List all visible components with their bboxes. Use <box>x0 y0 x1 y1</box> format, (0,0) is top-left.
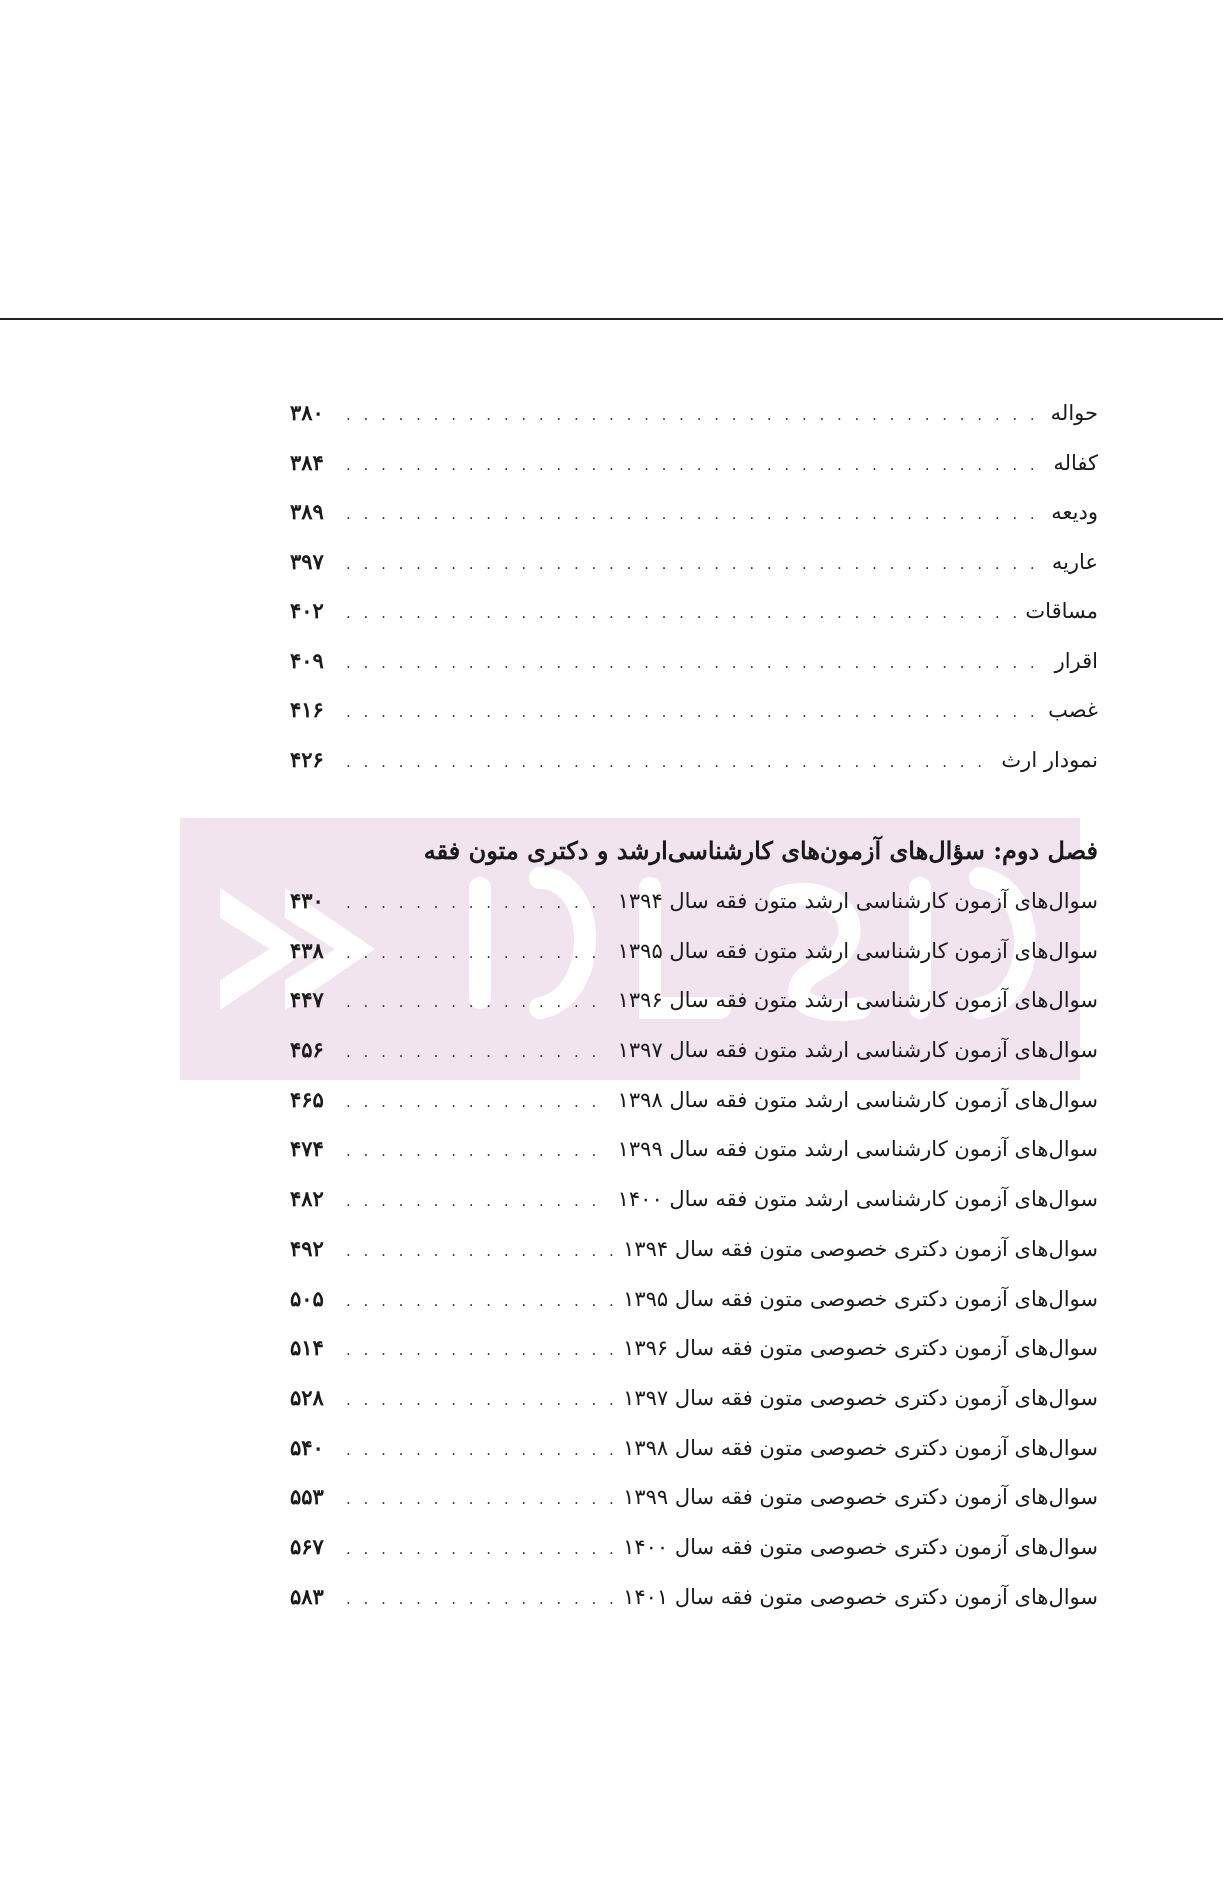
toc-entry-page: ۵۵۳ <box>290 1484 324 1510</box>
toc-entry-page: ۴۱۶ <box>290 697 324 722</box>
dot-leader <box>346 555 1044 573</box>
toc-entry[interactable] <box>290 1335 1098 1385</box>
toc-entry-title: سوال‌های آزمون دکتری خصوصی متون فقه سال ۱۳۹۹ <box>623 1485 1098 1510</box>
header-rule <box>0 318 1223 320</box>
toc-entry-title: اقرار <box>1054 648 1098 673</box>
toc-chapter2-list <box>290 888 1098 1633</box>
toc-entry-page: ۳۸۹ <box>290 499 324 524</box>
toc-entry[interactable] <box>290 648 1098 698</box>
dot-leader <box>346 406 1043 424</box>
dot-leader <box>346 894 610 912</box>
toc-entry-page: ۵۴۰ <box>290 1434 324 1460</box>
dot-leader <box>346 654 1047 672</box>
dot-leader <box>346 1043 610 1061</box>
toc-entry[interactable] <box>290 499 1098 549</box>
toc-entry[interactable] <box>290 1435 1098 1485</box>
toc-entry-page: ۵۲۸ <box>290 1384 324 1410</box>
toc-entry-title: حواله <box>1050 401 1098 425</box>
toc-entry[interactable] <box>290 987 1098 1037</box>
toc-entry-title: سوال‌های آزمون دکتری خصوصی متون فقه سال ۱۳۹۴ <box>623 1236 1098 1261</box>
toc-entry-title: سوال‌های آزمون کارشناسی ارشد متون فقه سال ۱۴۰۰ <box>617 1187 1098 1212</box>
toc-entry-page: ۴۳۰ <box>290 888 324 913</box>
toc-entry-title: سوال‌های آزمون دکتری خصوصی متون فقه سال ۱۴۰۱ <box>623 1584 1098 1609</box>
toc-entry-title: سوال‌های آزمون دکتری خصوصی متون فقه سال ۱۳۹۸ <box>623 1435 1098 1460</box>
toc-part1-list <box>290 400 1098 796</box>
toc-entry[interactable] <box>290 1484 1098 1534</box>
toc-entry-title: سوال‌های آزمون کارشناسی ارشد متون فقه سال ۱۳۹۶ <box>617 988 1098 1013</box>
dot-leader <box>346 753 993 771</box>
dot-leader <box>346 1242 615 1260</box>
toc-entry[interactable] <box>290 697 1098 747</box>
toc-entry-title: غصب <box>1048 698 1098 722</box>
toc-entry[interactable] <box>290 938 1098 988</box>
toc-entry-page: ۴۸۲ <box>290 1186 324 1212</box>
toc-entry-title: سوال‌های آزمون کارشناسی ارشد متون فقه سال ۱۳۹۴ <box>617 889 1098 913</box>
toc-entry-title: عاریه <box>1051 549 1098 574</box>
toc-entry[interactable] <box>290 1087 1098 1137</box>
toc-entry[interactable] <box>290 1186 1098 1236</box>
toc-entry-page: ۴۴۷ <box>290 987 324 1013</box>
toc-entry-page: ۴۶۵ <box>290 1086 324 1112</box>
toc-entry-page: ۳۸۰ <box>290 400 324 425</box>
dot-leader <box>346 1391 615 1409</box>
toc-entry-title: مساقات <box>1025 599 1098 623</box>
toc-entry-title: سوال‌های آزمون کارشناسی ارشد متون فقه سال ۱۳۹۵ <box>617 938 1098 963</box>
dot-leader <box>346 505 1043 523</box>
toc-entry[interactable] <box>290 1236 1098 1286</box>
toc-entry-page: ۳۹۷ <box>290 548 324 574</box>
dot-leader <box>346 944 610 962</box>
toc-entry-page: ۴۹۲ <box>290 1235 324 1261</box>
toc-entry-title: سوال‌های آزمون کارشناسی ارشد متون فقه سال ۱۳۹۹ <box>617 1137 1098 1162</box>
table-of-contents <box>290 400 1098 1633</box>
toc-entry[interactable] <box>290 1136 1098 1186</box>
toc-entry-title: سوال‌های آزمون کارشناسی ارشد متون فقه سال ۱۳۹۸ <box>617 1087 1098 1112</box>
toc-entry[interactable] <box>290 598 1098 648</box>
dot-leader <box>346 993 610 1011</box>
toc-entry-title: سوال‌های آزمون دکتری خصوصی متون فقه سال ۱۴۰۰ <box>623 1534 1098 1559</box>
dot-leader <box>346 1341 615 1359</box>
toc-entry-title: سوال‌های آزمون کارشناسی ارشد متون فقه سال ۱۳۹۷ <box>617 1038 1098 1063</box>
toc-entry[interactable] <box>290 888 1098 938</box>
dot-leader <box>346 1192 610 1210</box>
toc-entry-title: کفاله <box>1053 450 1098 475</box>
toc-entry-title: ودیعه <box>1051 500 1098 524</box>
dot-leader <box>346 604 1017 622</box>
toc-entry-page: ۴۰۹ <box>290 647 324 673</box>
toc-entry-page: ۴۰۲ <box>290 598 324 623</box>
dot-leader <box>346 703 1040 721</box>
toc-entry-page: ۴۷۴ <box>290 1136 324 1162</box>
toc-entry-title: سوال‌های آزمون دکتری خصوصی متون فقه سال ۱۳۹۶ <box>623 1336 1098 1361</box>
toc-entry[interactable] <box>290 1286 1098 1336</box>
toc-entry[interactable] <box>290 1534 1098 1584</box>
chapter-heading: فصل دوم: سؤال‌های آزمون‌های کارشناسی‌ارشد و دکتری متون فقه <box>423 836 1098 865</box>
toc-entry-page: ۵۰۵ <box>290 1285 324 1311</box>
toc-entry[interactable] <box>290 1037 1098 1087</box>
dot-leader <box>346 1093 610 1111</box>
toc-entry[interactable] <box>290 1385 1098 1435</box>
dot-leader <box>346 1590 615 1608</box>
dot-leader <box>346 1142 610 1160</box>
toc-entry-page: ۳۸۴ <box>290 449 324 475</box>
toc-entry-page: ۴۵۶ <box>290 1037 324 1063</box>
dot-leader <box>346 456 1045 474</box>
toc-entry[interactable] <box>290 747 1098 797</box>
dot-leader <box>346 1490 615 1508</box>
toc-entry[interactable] <box>290 400 1098 450</box>
toc-entry[interactable] <box>290 1584 1098 1634</box>
toc-entry-page: ۵۱۴ <box>290 1335 324 1361</box>
toc-entry[interactable] <box>290 549 1098 599</box>
dot-leader <box>346 1292 615 1310</box>
dot-leader <box>346 1540 615 1558</box>
toc-entry-title: سوال‌های آزمون دکتری خصوصی متون فقه سال ۱۳۹۵ <box>623 1286 1098 1311</box>
toc-entry-page: ۵۶۷ <box>290 1533 324 1559</box>
toc-entry-page: ۴۲۶ <box>290 746 324 772</box>
toc-entry-title: نمودار ارث <box>1001 747 1098 772</box>
toc-entry-page: ۵۸۳ <box>290 1583 324 1609</box>
dot-leader <box>346 1441 615 1459</box>
toc-entry-page: ۴۳۸ <box>290 937 324 963</box>
toc-entry[interactable] <box>290 450 1098 500</box>
toc-entry-title: سوال‌های آزمون دکتری خصوصی متون فقه سال ۱۳۹۷ <box>623 1385 1098 1410</box>
